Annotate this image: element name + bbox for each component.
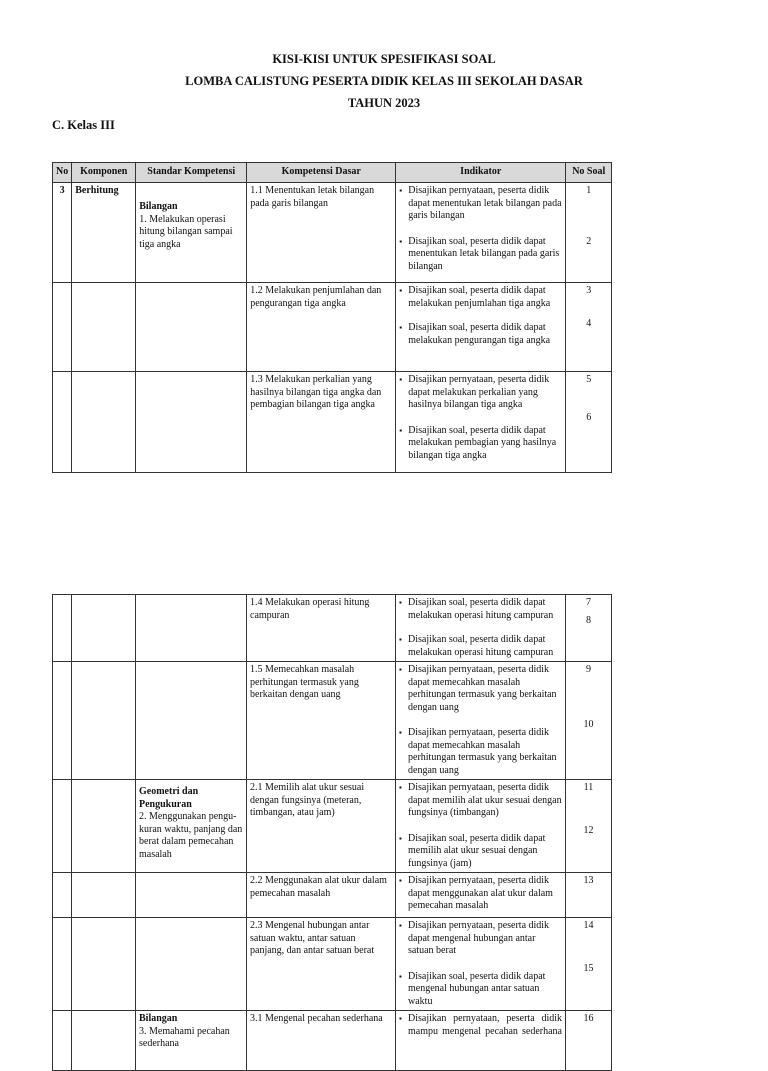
kd-cell: 2.3 Mengenal hubungan antar satuan waktu, antar satuan panjang, dan antar satuan berat <box>247 918 396 1011</box>
bullet-icon: ▪ <box>399 665 402 674</box>
soal-number: 7 <box>586 597 591 608</box>
indikator-text: Disajikan pernyataan, peserta didik dapat memecahkan masalah perhitungan termasuk yang berkaitan dengan uang <box>408 727 557 776</box>
indikator-text: Disajikan soal, peserta didik dapat melakukan penjumlahan tiga angka <box>408 285 551 309</box>
document-title <box>0 48 768 114</box>
no-soal-cell <box>566 873 612 918</box>
bullet-icon: ▪ <box>399 1014 402 1023</box>
indikator-item <box>399 875 562 913</box>
bullet-icon: ▪ <box>399 598 402 607</box>
indikator-cell <box>396 780 566 873</box>
no-soal-cell <box>566 372 612 473</box>
indikator-text: Disajikan soal, peserta didik dapat melakukan operasi hitung campuran <box>408 597 554 621</box>
bullet-icon: ▪ <box>399 635 402 644</box>
bullet-icon: ▪ <box>399 728 402 737</box>
table-row <box>53 780 612 873</box>
table-row <box>53 918 612 1011</box>
bullet-icon: ▪ <box>399 921 402 930</box>
kd-cell: 1.5 Memecahkan masalah perhitungan termasuk yang berkaitan dengan uang <box>247 662 396 780</box>
bullet-icon: ▪ <box>399 783 402 792</box>
soal-number: 2 <box>586 235 592 247</box>
indikator-text: Disajikan pernyataan, peserta didik dapat mengenal hubungan antar satuan berat <box>408 920 550 956</box>
soal-number: 12 <box>583 824 594 836</box>
standar-text: 2. Menggunakan pengu-kuran waktu, panjang dan berat dalam pemecahan masalah <box>139 811 243 860</box>
no-soal-cell <box>566 183 612 283</box>
indikator-cell <box>396 662 566 780</box>
komponen-cell: Berhitung <box>72 183 136 283</box>
bullet-icon: ▪ <box>399 425 403 435</box>
row-number: 3 <box>53 183 72 283</box>
soal-number: 4 <box>586 317 592 329</box>
bullet-icon: ▪ <box>399 236 403 246</box>
indikator-text: Disajikan pernyataan, peserta didik mampu mengenal pecahan sederhana <box>408 1013 562 1037</box>
indikator-item <box>399 782 562 820</box>
header-no: No <box>53 163 72 183</box>
standar-text: 1. Melakukan operasi hitung bilangan sampai tiga angka <box>139 213 233 250</box>
indikator-item <box>399 322 562 347</box>
table-row <box>53 1011 612 1071</box>
kisi-table-part-1 <box>52 162 612 473</box>
bullet-icon: ▪ <box>399 286 403 295</box>
indikator-item <box>399 185 562 223</box>
section-label: C. Kelas III <box>52 118 115 132</box>
table-row <box>53 183 612 283</box>
indikator-item <box>399 425 562 463</box>
indikator-cell <box>396 372 566 473</box>
kd-cell: 2.2 Menggunakan alat ukur dalam pemecahan masalah <box>247 873 396 918</box>
indikator-cell <box>396 595 566 662</box>
standar-text: 3. Memahami pecahan sederhana <box>139 1025 230 1049</box>
title-line-3: TAHUN 2023 <box>347 96 421 110</box>
bullet-icon: ▪ <box>399 971 402 981</box>
kd-cell: 1.3 Melakukan perkalian yang hasilnya bilangan tiga angka dan pembagian bilangan tiga angka <box>247 372 396 473</box>
indikator-cell <box>396 183 566 283</box>
standar-heading: Bilangan <box>139 201 178 212</box>
no-soal-cell <box>566 918 612 1011</box>
no-soal-cell <box>566 1011 612 1071</box>
bullet-icon: ▪ <box>399 323 403 332</box>
soal-number: 8 <box>586 614 591 626</box>
no-soal-cell <box>566 780 612 873</box>
indikator-text: Disajikan pernyataan, peserta didik dapat menentukan letak bilangan pada garis bilangan <box>408 185 562 221</box>
no-soal-cell <box>566 662 612 780</box>
soal-number: 16 <box>583 1013 594 1024</box>
indikator-item <box>399 285 562 310</box>
table-row <box>53 595 612 662</box>
soal-number: 15 <box>583 962 594 974</box>
table-row <box>53 873 612 918</box>
table-header-row <box>53 163 612 183</box>
table-row <box>53 662 612 780</box>
indikator-item <box>399 236 562 274</box>
kd-cell: 2.1 Memilih alat ukur sesuai dengan fungsinya (meteran, timbangan, atau jam) <box>247 780 396 873</box>
indikator-text: Disajikan soal, peserta didik dapat melakukan operasi hitung campuran <box>408 634 554 658</box>
standar-heading: Geometri dan Pengukuran <box>139 786 199 810</box>
indikator-cell <box>396 1011 566 1071</box>
bullet-icon: ▪ <box>399 186 403 195</box>
kd-cell: 1.4 Melakukan operasi hitung campuran <box>247 595 396 662</box>
indikator-item <box>399 920 562 958</box>
indikator-item <box>399 597 562 622</box>
soal-number: 3 <box>586 285 592 296</box>
indikator-text: Disajikan soal, peserta didik dapat memilih alat ukur sesuai dengan fungsinya (jam) <box>408 832 546 869</box>
indikator-text: Disajikan soal, peserta didik dapat melakukan pengurangan tiga angka <box>408 322 551 346</box>
title-line-2: LOMBA CALISTUNG PESERTA DIDIK KELAS III SEKOLAH DASAR <box>185 74 583 88</box>
indikator-item <box>399 727 562 777</box>
indikator-text: Disajikan soal, peserta didik dapat menentukan letak bilangan pada garis bilangan <box>408 235 560 272</box>
kisi-table-part-2 <box>52 594 612 1071</box>
indikator-cell <box>396 283 566 372</box>
header-kd: Kompetensi Dasar <box>247 163 396 183</box>
header-komponen: Komponen <box>72 163 136 183</box>
no-soal-cell <box>566 595 612 662</box>
header-no-soal: No Soal <box>566 163 612 183</box>
indikator-item <box>399 833 562 871</box>
header-indikator: Indikator <box>396 163 566 183</box>
bullet-icon: ▪ <box>399 833 402 843</box>
kd-cell: 3.1 Mengenal pecahan sederhana <box>247 1011 396 1071</box>
indikator-text: Disajikan pernyataan, peserta didik dapat melakukan perkalian yang hasilnya bilangan tiga angka <box>408 374 550 410</box>
soal-number: 6 <box>586 411 592 423</box>
title-line-1: KISI-KISI UNTUK SPESIFIKASI SOAL <box>272 52 496 66</box>
soal-number: 9 <box>586 664 591 675</box>
indikator-text: Disajikan pernyataan, peserta didik dapat memecahkan masalah perhitungan termasuk yang berkaitan dengan uang <box>408 664 557 713</box>
indikator-item <box>399 971 562 1009</box>
soal-number: 10 <box>583 718 594 730</box>
soal-number: 14 <box>583 920 594 931</box>
standar-heading: Bilangan <box>139 1013 178 1024</box>
kd-cell: 1.2 Melakukan penjumlahan dan pengurangan tiga angka <box>247 283 396 372</box>
indikator-text: Disajikan soal, peserta didik dapat mengenal hubungan antar satuan waktu <box>408 970 546 1007</box>
indikator-item <box>399 1013 562 1038</box>
soal-number: 1 <box>586 185 592 196</box>
indikator-cell <box>396 873 566 918</box>
standar-cell <box>136 1011 247 1071</box>
soal-number: 5 <box>586 374 592 385</box>
bullet-icon: ▪ <box>399 876 402 885</box>
table-row <box>53 283 612 372</box>
bullet-icon: ▪ <box>399 375 403 384</box>
soal-number: 11 <box>583 782 594 793</box>
indikator-item <box>399 664 562 714</box>
indikator-item <box>399 374 562 412</box>
soal-number: 13 <box>583 875 594 886</box>
indikator-text: Disajikan pernyataan, peserta didik dapat menggunakan alat ukur dalam pemecahan masalah <box>408 875 553 911</box>
header-standar: Standar Kompetensi <box>136 163 247 183</box>
kd-cell: 1.1 Menentukan letak bilangan pada garis bilangan <box>247 183 396 283</box>
no-soal-cell <box>566 283 612 372</box>
indikator-cell <box>396 918 566 1011</box>
table-row <box>53 372 612 473</box>
indikator-item <box>399 634 562 659</box>
standar-cell <box>136 183 247 283</box>
indikator-text: Disajikan pernyataan, peserta didik dapat memilih alat ukur sesuai dengan fungsinya (timbangan) <box>408 782 562 818</box>
indikator-text: Disajikan soal, peserta didik dapat melakukan pembagian yang hasilnya bilangan tiga angka <box>408 424 557 461</box>
standar-cell <box>136 780 247 873</box>
